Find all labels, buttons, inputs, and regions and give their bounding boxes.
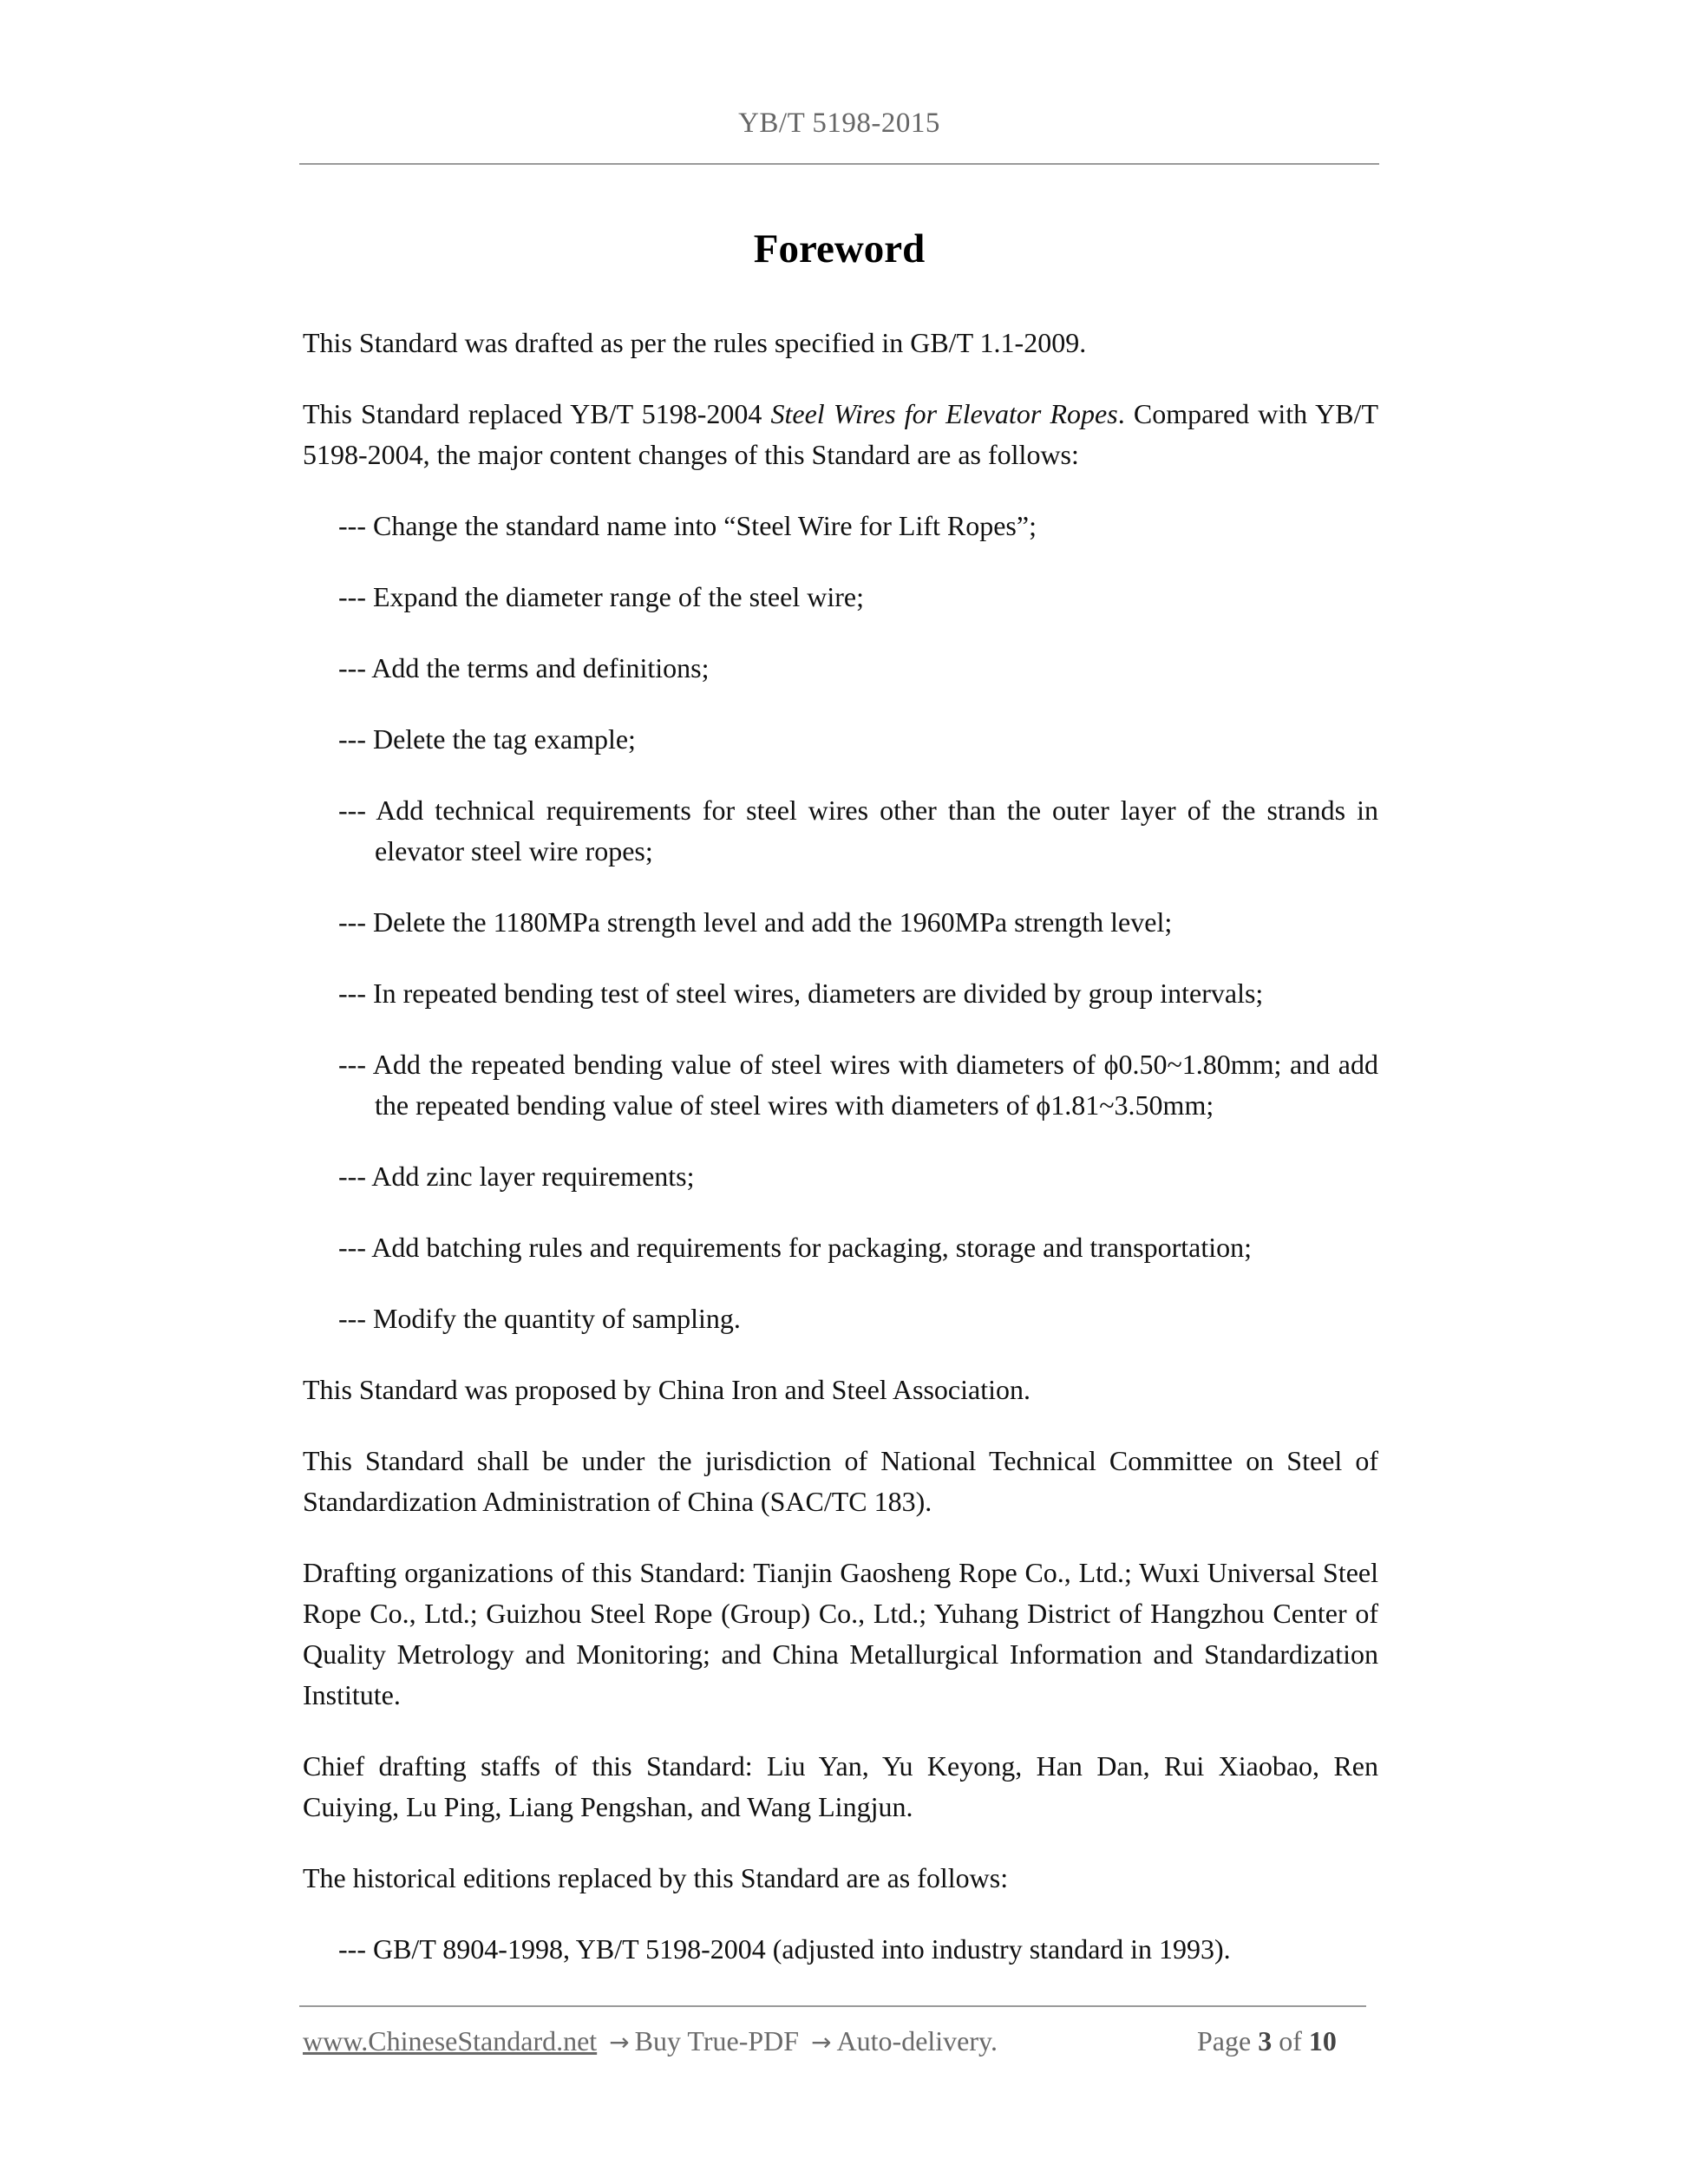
paragraph-drafting-organizations: Drafting organizations of this Standard: Tianjin Gaosheng Rope Co., Ltd.; Wuxi Universal Steel Rope Co., Ltd.; Guizhou Steel Rope (Group) Co., Ltd.; Yuhang District of Hangzhou Center of Quality Metrology and Monitoring; and China Metallurgical Information and Standardization Institute.: [303, 1557, 1378, 1710]
paragraph-drafting-staff: Chief drafting staffs of this Standard: Liu Yan, Yu Keyong, Han Dan, Rui Xiaobao, Ren Cuiying, Lu Ping, Liang Pengshan, and Wang Lingjun.: [303, 1750, 1378, 1822]
running-header: YB/T 5198-2015: [738, 108, 940, 139]
change-item: --- Delete the tag example;: [338, 723, 636, 755]
change-item: --- Add technical requirements for steel wires other than the outer layer of the strands in elevator steel wire ropes;: [338, 794, 1378, 866]
history-item: --- GB/T 8904-1998, YB/T 5198-2004 (adjusted into industry standard in 1993).: [338, 1933, 1231, 1965]
change-item: --- Delete the 1180MPa strength level and add the 1960MPa strength level;: [338, 906, 1173, 938]
paragraph-proposed-by: This Standard was proposed by China Iron and Steel Association.: [303, 1374, 1030, 1405]
paragraph-replaced-standard: [303, 394, 1378, 475]
paragraph-jurisdiction: This Standard shall be under the jurisdiction of National Technical Committee on Steel of Standardization Administration of China (SAC/TC 183).: [303, 1445, 1378, 1517]
site-link[interactable]: www.ChineseStandard.net: [303, 2025, 598, 2056]
change-item: --- Add zinc layer requirements;: [338, 1161, 695, 1192]
change-item: --- Add the repeated bending value of steel wires with diameters of ϕ0.50~1.80mm; and add the repeated bending value of steel wires with diameters of ϕ1.81~3.50mm;: [338, 1049, 1378, 1121]
change-item: --- Add the terms and definitions;: [338, 652, 710, 683]
footer-promo: [303, 2025, 998, 2057]
buy-pdf-text: Buy True-PDF: [634, 2025, 800, 2056]
document-body: [303, 323, 1378, 2000]
change-item: --- Modify the quantity of sampling.: [338, 1303, 741, 1334]
header-divider: [299, 163, 1379, 165]
replaced-text-start: This Standard replaced YB/T 5198-2004: [303, 398, 771, 429]
footer-divider: [299, 2005, 1366, 2007]
page-label: Page: [1197, 2025, 1252, 2056]
page-number: [1197, 2025, 1337, 2057]
page-current: 3: [1258, 2025, 1273, 2056]
page-total: 10: [1308, 2025, 1337, 2056]
auto-delivery-text: Auto-delivery.: [836, 2025, 998, 2056]
page-title: Foreword: [753, 226, 926, 271]
paragraph-historical-editions: The historical editions replaced by this Standard are as follows:: [303, 1862, 1009, 1893]
change-item: --- Add batching rules and requirements for packaging, storage and transportation;: [338, 1232, 1252, 1263]
paragraph-drafting-rules: This Standard was drafted as per the rules specified in GB/T 1.1-2009.: [303, 327, 1087, 358]
replaced-text-end: . Compared with YB/T 5198-2004, the major content changes of this Standard are as follows:: [303, 398, 1379, 470]
change-item: --- Change the standard name into “Steel Wire for Lift Ropes”;: [338, 510, 1037, 541]
arrow-right-icon: →: [811, 2028, 832, 2056]
replaced-standard-title: Steel Wires for Elevator Ropes: [770, 398, 1118, 429]
page-of-label: of: [1279, 2025, 1302, 2056]
change-item: --- Expand the diameter range of the steel wire;: [338, 581, 864, 612]
arrow-right-icon: →: [609, 2028, 630, 2056]
change-item: --- In repeated bending test of steel wires, diameters are divided by group intervals;: [338, 978, 1264, 1009]
